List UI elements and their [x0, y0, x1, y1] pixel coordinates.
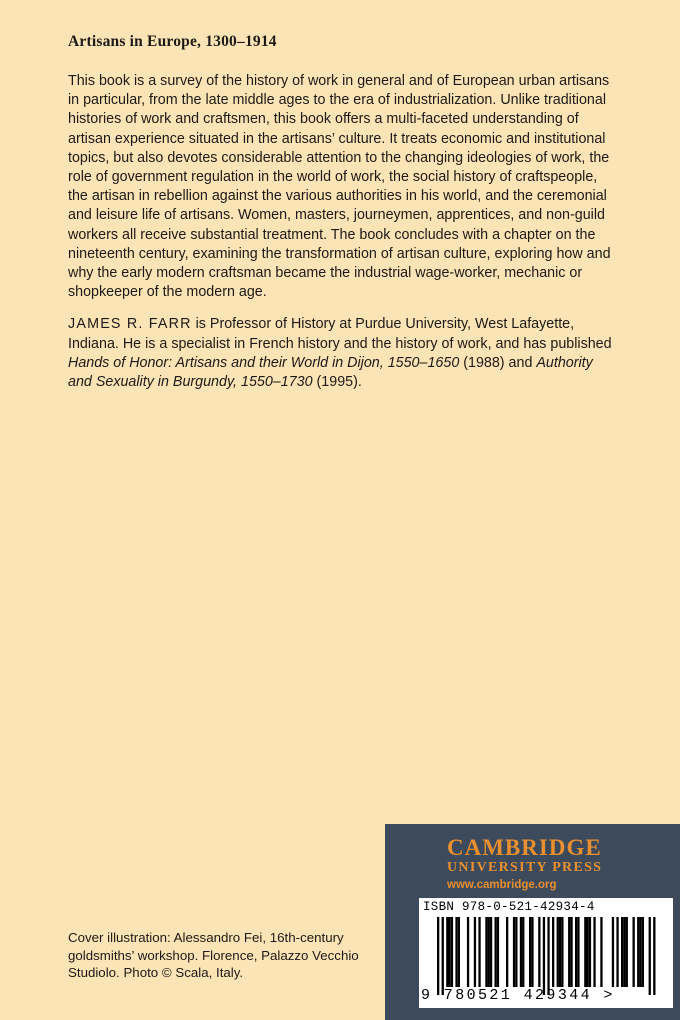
barcode-bar	[577, 917, 579, 987]
book-title: Artisans in Europe, 1300–1914	[68, 33, 277, 50]
barcode-bar	[616, 917, 618, 987]
barcode-bar	[653, 917, 655, 995]
barcode-bar	[515, 917, 517, 987]
barcode-bar	[547, 917, 549, 995]
publisher-subtitle: UNIVERSITY PRESS	[447, 860, 603, 875]
barcode-bar	[490, 917, 492, 987]
publisher-panel	[385, 824, 680, 1020]
barcode-bar	[478, 917, 480, 987]
isbn-text: ISBN 978-0-521-42934-4	[423, 900, 595, 914]
cover-illustration-credit: Cover illustration: Alessandro Fei, 16th-century goldsmiths’ workshop. Florence, Palazzo Vecchio Studiolo. Photo © Scala, Italy.	[68, 930, 359, 981]
barcode-bar	[488, 917, 490, 987]
barcode-bar	[570, 917, 572, 987]
barcode-bar	[467, 917, 469, 987]
barcode-bar	[474, 917, 476, 987]
barcode-bar	[485, 917, 487, 987]
barcode-bar	[449, 917, 451, 987]
barcode-bar	[529, 917, 531, 987]
barcode-bar	[437, 917, 439, 995]
barcode-label	[419, 898, 673, 1008]
barcode-bar	[543, 917, 545, 995]
author-name: JAMES R. FARR	[68, 316, 192, 333]
barcode-bar	[455, 917, 457, 987]
barcode-bar	[589, 917, 591, 987]
barcode-bar	[621, 917, 623, 987]
barcode-bar	[612, 917, 614, 987]
barcode-bar	[559, 917, 561, 987]
barcode-bar	[642, 917, 644, 987]
author-bio-text-1: is Professor of History at Purdue University, West Lafayette, Indiana. He is a specialist in French history and the history of work, and has published	[68, 316, 612, 352]
barcode-digits: 9 780521 429344 >	[421, 987, 615, 1004]
barcode-bar	[633, 917, 635, 987]
barcode-bar	[458, 917, 460, 987]
back-cover-text	[68, 72, 620, 405]
book-title-hands-of-honor: Hands of Honor: Artisans and their World in Dijon, 1550–1650	[68, 354, 460, 371]
barcode-bar	[451, 917, 453, 987]
publisher-name: CAMBRIDGE	[447, 835, 602, 860]
barcode-bar	[623, 917, 625, 987]
barcode-bar	[538, 917, 540, 987]
barcode-bar	[584, 917, 586, 987]
barcode-bar	[497, 917, 499, 987]
barcode-bar	[593, 917, 595, 987]
barcode-bar	[568, 917, 570, 987]
barcode-bar	[626, 917, 628, 987]
barcode-bar	[575, 917, 577, 987]
barcode-bar	[552, 917, 554, 987]
book-title-authority-and-sexuality: Authority and Sexuality in Burgundy, 1550–1730	[68, 354, 593, 391]
author-bio-text-3: (1995).	[312, 374, 362, 391]
barcode-bar	[639, 917, 641, 987]
barcode-bar	[520, 917, 522, 987]
barcode-bar	[506, 917, 508, 987]
barcode-bar	[600, 917, 602, 987]
barcode-bar	[446, 917, 448, 987]
publisher-url: www.cambridge.org	[447, 879, 557, 891]
barcode-bar	[587, 917, 589, 987]
barcode-bar	[557, 917, 559, 987]
author-bio-text-2: (1988) and	[459, 354, 537, 371]
barcode-bar	[561, 917, 563, 987]
barcode-bar	[513, 917, 515, 987]
barcode-bar	[637, 917, 639, 987]
book-description: This book is a survey of the history of work in general and of European urban artisans in particular, from the late middle ages to the era of industrialization. Unlike traditional histories of work and craftsmen, this book offers a multi-faceted understanding of artisan experience situated in the artisans’ culture. It treats economic and institutional topics, but also devotes considerable attention to the changing ideologies of work, the role of government regulation in the world of work, the social history of craftspeople, the artisan in rebellion against the various authorities in his world, and the ceremonial and leisure life of artisans. Women, masters, journeymen, apprentices, and non-guild workers all receive substantial treatment. The book concludes with a chapter on the nineteenth century, examining the transformation of artisan culture, exploring how and why the early modern craftsman became the industrial wage-worker, mechanic or shopkeeper of the modern age.	[68, 73, 611, 301]
barcode-bar	[522, 917, 524, 987]
barcode-bar	[495, 917, 497, 987]
barcode-bar	[649, 917, 651, 995]
barcode-bar	[442, 917, 444, 995]
barcode-bar	[531, 917, 533, 987]
author-bio	[68, 315, 620, 392]
